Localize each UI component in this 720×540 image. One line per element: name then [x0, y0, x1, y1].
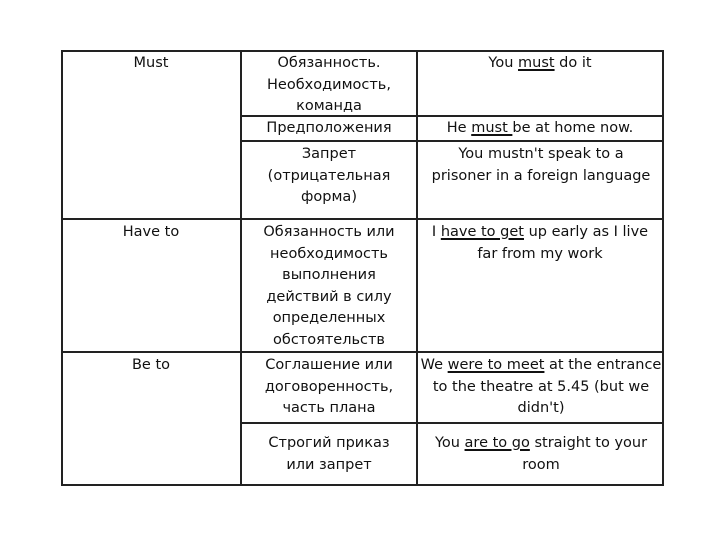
example-text: do it	[554, 55, 592, 71]
verb-have-to: Have to	[122, 224, 180, 240]
underlined-verb-phrase: must	[471, 120, 513, 136]
meaning-cell: Запрет (отрицательная форма)	[267, 146, 391, 205]
example-text: He	[446, 120, 472, 136]
underlined-verb-phrase: were to meet	[447, 357, 545, 373]
example-cell	[420, 353, 662, 420]
row-divider	[240, 422, 663, 424]
verb-must: Must	[133, 55, 169, 71]
example-cell	[420, 51, 660, 75]
example-text: be at home now.	[512, 120, 634, 136]
example-cell	[425, 431, 657, 476]
meaning-cell: Строгий приказ или запрет	[268, 435, 390, 473]
example-text: up early as I live far from my work	[477, 224, 649, 262]
underlined-verb-phrase: have to get	[440, 224, 524, 240]
example-text: We	[420, 357, 448, 373]
example-cell	[420, 220, 660, 265]
example-cell	[428, 142, 654, 187]
table-border-left	[61, 50, 63, 485]
verb-be-to: Be to	[131, 357, 171, 373]
meaning-cell: Обязанность. Необходимость, команда	[267, 55, 391, 114]
table-border-bottom	[61, 484, 664, 486]
example-text: You	[434, 435, 465, 451]
example-text: at the entrance to the theatre at 5.45 (but we didn't)	[432, 357, 662, 416]
example-text: I	[431, 224, 441, 240]
underlined-verb-phrase: must	[518, 55, 555, 71]
meaning-cell: Обязанность или необходимость выполнения действий в силу определенных обстоятельств	[263, 224, 395, 348]
example-cell	[420, 116, 660, 140]
example-text: straight to your room	[522, 435, 648, 473]
meaning-cell: Предположения	[266, 120, 392, 136]
meaning-cell: Соглашение или договоренность, часть плана	[264, 357, 394, 416]
example-text: You mustn't speak to a prisoner in a foreign language	[431, 146, 651, 184]
example-text: You	[488, 55, 519, 71]
underlined-verb-phrase: are to go	[464, 435, 530, 451]
